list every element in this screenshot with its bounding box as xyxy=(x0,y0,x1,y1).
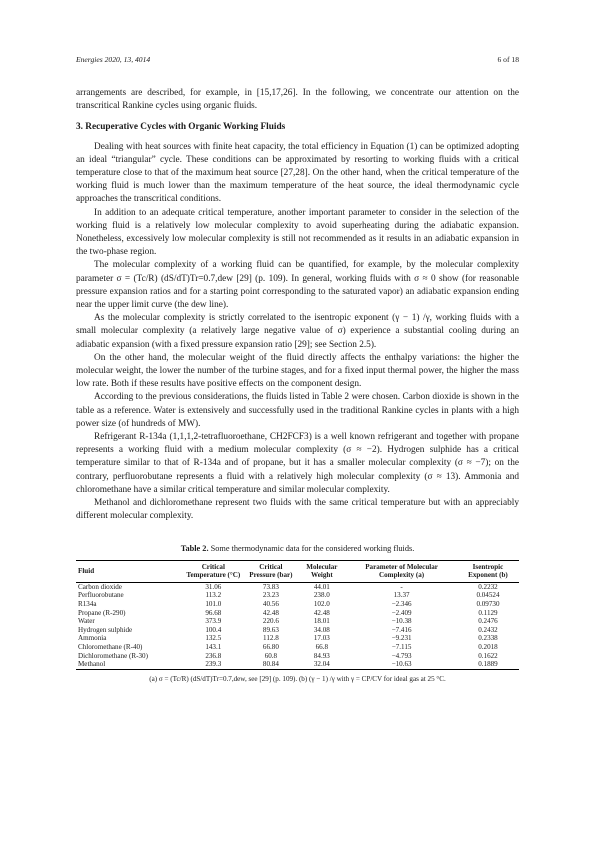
paragraph: As the molecular complexity is strictly correlated to the isentropic exponent (γ − 1) /γ, working fluids with a small molecular complexity (a relatively large negative value of σ) experience a substantial cooling during an adiabatic expansion (with a fixed pressure expansion ratio [29]; see Section 2.5). xyxy=(76,313,519,350)
table-caption-text: Some thermodynamic data for the considered working fluids. xyxy=(210,543,415,553)
table-row xyxy=(76,652,519,661)
table-cell: 34.08 xyxy=(313,625,330,634)
column-header: Isentropic Exponent (b) xyxy=(468,562,508,580)
column-header: Critical Temperature (°C) xyxy=(186,562,241,580)
table-cell: 73.83 xyxy=(262,582,279,591)
fluid-name-cell: Carbon dioxide xyxy=(78,582,122,591)
table-cell: 0.2432 xyxy=(478,625,498,634)
table-cell: 0.09730 xyxy=(476,600,500,609)
fluid-name-cell: Dichloromethane (R-30) xyxy=(78,651,148,660)
page-number: 6 of 18 xyxy=(497,55,519,64)
table-row xyxy=(76,600,519,609)
table-cell: 238.0 xyxy=(313,591,330,600)
table-cell: 60.8 xyxy=(264,651,278,660)
table-cell: 17.03 xyxy=(313,634,330,643)
page-header xyxy=(76,55,519,64)
table-cell: 102.0 xyxy=(313,600,330,609)
table-cell: −7.115 xyxy=(391,643,412,652)
table-cell: 23.23 xyxy=(262,591,279,600)
table-cell: 0.2018 xyxy=(478,643,498,652)
column-header: Parameter of Molecular Complexity (a) xyxy=(365,562,438,580)
paragraph: Dealing with heat sources with finite heat capacity, the total efficiency in Equation (1) can be optimized adopting an ideal “triangular” cycle. These conditions can be approximated by resorting to working fluids with a critical temperature close to that of the maximum heat source [27,28]. On the other hand, when the critical temperature of the working fluid is much lower than the maximum temperature of the heat source, the ideal thermodynamic cycle approaches the transcritical conditions. xyxy=(76,141,519,205)
paragraph: Methanol and dichloromethane represent two fluids with the same critical temperature but with an appreciably different molecular complexity. xyxy=(76,498,519,522)
table-row xyxy=(76,634,519,643)
table-cell: −2.346 xyxy=(391,600,412,609)
table-cell: −10.63 xyxy=(391,660,412,669)
table-row xyxy=(76,626,519,635)
thermodynamic-data-table xyxy=(76,560,519,670)
table-cell: 32.04 xyxy=(313,660,330,669)
table-cell: 0.2476 xyxy=(478,617,498,626)
fluid-name-cell: Ammonia xyxy=(78,634,107,643)
table-cell: −7.416 xyxy=(391,625,412,634)
fluid-name-cell: Chloromethane (R-40) xyxy=(78,643,143,652)
table-cell: 80.84 xyxy=(262,660,279,669)
table-cell: −2.409 xyxy=(391,608,412,617)
table-cell: 89.63 xyxy=(262,625,279,634)
table-cell: 84.93 xyxy=(313,651,330,660)
paragraph: Refrigerant R-134a (1,1,1,2-tetrafluoroethane, CH2FCF3) is a well known refrigerant and together with propane represents a working fluid with a medium molecular complexity (σ ≈ −2). Hydrogen sulphide has a critical temperature similar to that of R-134a and of propane, but it has a smaller molecular complexity (σ ≈ −7); on the contrary, perfluorobutane represents a fluid with a relatively high molecular complexity (σ ≈ 13). Ammonia and chloromethane have a similar critical temperature and similar molecular complexity. xyxy=(76,432,519,495)
paragraph: On the other hand, the molecular weight of the fluid directly affects the enthalpy variations: the higher the molecular weight, the lower the number of the turbine stages, and for a fixed input thermal power, the higher the mass low rate. Both if these results have positive effects on the component design. xyxy=(76,352,519,390)
table-header-row xyxy=(76,560,519,582)
table-cell: 40.56 xyxy=(262,600,279,609)
table-cell: 66.8 xyxy=(315,643,329,652)
fluid-name-cell: Hydrogen sulphide xyxy=(78,625,133,634)
table-cell: 13.37 xyxy=(393,591,410,600)
table-cell: 0.04524 xyxy=(476,591,500,600)
table-cell: 96.68 xyxy=(205,608,222,617)
fluid-name-cell: Water xyxy=(78,617,95,626)
table-cell: 112.8 xyxy=(263,634,279,643)
table-row xyxy=(76,617,519,626)
paragraph: In addition to an adequate critical temperature, another important parameter to consider in the selection of the working fluid is a relatively low molecular complexity to avoid superheating during the adiabatic expansion. Nonetheless, excessively low molecular complexity is still not recommended as it results in an adiabatic expansion in the two-phase region. xyxy=(76,207,519,258)
column-header: Critical Pressure (bar) xyxy=(249,562,293,580)
table-cell: 236.8 xyxy=(205,651,222,660)
column-header: Molecular Weight xyxy=(306,562,338,580)
column-header: Fluid xyxy=(78,567,95,575)
section-title: 3. Recuperative Cycles with Organic Working Fluids xyxy=(76,122,286,133)
table-cell: 42.48 xyxy=(262,608,279,617)
table-cell: 31.06 xyxy=(205,582,222,591)
table-cell: 44.01 xyxy=(313,582,330,591)
table-row xyxy=(76,660,519,669)
table-cell: 0.1889 xyxy=(478,660,498,669)
table-cell: 42.48 xyxy=(313,608,330,617)
table-cell: 0.2232 xyxy=(478,582,498,591)
paragraph: According to the previous considerations, the fluids listed in Table 2 were chosen. Carbon dioxide is shown in the table as a reference. Water is extensively and successfully used in the traditional Rankine cycles in plants with a high power size (of hundreds of MW). xyxy=(76,392,519,429)
table-cell: −10.38 xyxy=(391,617,412,626)
table-cell: 239.3 xyxy=(205,660,222,669)
fluid-name-cell: Perfluorobutane xyxy=(78,591,124,600)
table-body xyxy=(76,582,519,669)
table-cell: 0.1622 xyxy=(478,651,498,660)
table-caption-label: Table 2. xyxy=(180,543,209,553)
table-caption xyxy=(76,542,519,555)
table-cell: 220.6 xyxy=(262,617,279,626)
table-row xyxy=(76,582,519,591)
table-row xyxy=(76,591,519,600)
fluid-name-cell: Propane (R-290) xyxy=(78,608,126,617)
table-cell: 373.9 xyxy=(205,617,222,626)
table-row xyxy=(76,643,519,652)
fluid-name-cell: R134a xyxy=(78,600,97,609)
journal-citation: Energies 2020, 13, 4014 xyxy=(76,55,151,64)
table-cell: 100.4 xyxy=(205,625,222,634)
table-cell: 18.01 xyxy=(313,617,330,626)
table-cell: 66.80 xyxy=(262,643,279,652)
table-cell: - xyxy=(400,582,403,591)
table-cell: −9.231 xyxy=(391,634,412,643)
table-cell: 101.0 xyxy=(205,600,222,609)
table-cell: 113.2 xyxy=(205,591,222,600)
table-cell: −4.793 xyxy=(391,651,412,660)
intro-paragraph: arrangements are described, for example, in [15,17,26]. In the following, we concentrate our attention on the transcritical Rankine cycles using organic fluids. xyxy=(76,88,519,112)
table-cell: 0.1129 xyxy=(478,608,498,617)
table-row xyxy=(76,609,519,618)
table-cell: 143.1 xyxy=(205,643,222,652)
fluid-name-cell: Methanol xyxy=(78,660,106,669)
table-footnote: (a) σ = (Tc/R) (dS/dT)Tr=0.7,dew, see [29] (p. 109). (b) (γ − 1) /γ with γ = CP/CV for ideal gas at 25 °C. xyxy=(149,674,446,683)
table-cell: 0.2338 xyxy=(478,634,498,643)
page-body xyxy=(76,87,519,686)
paragraph: The molecular complexity of a working fluid can be quantified, for example, by the molecular complexity parameter σ = (Tc/R) (dS/dT)Tr=0.7,dew [29] (p. 109). In general, working fluids with σ ≈ 0 show (for reasonable pressure expansion ratios and for a starting point corresponding to the saturated vapor) an adiabatic expansion ending near the upper limit curve (the dew line). xyxy=(76,260,519,311)
table-cell: 132.5 xyxy=(205,634,222,643)
